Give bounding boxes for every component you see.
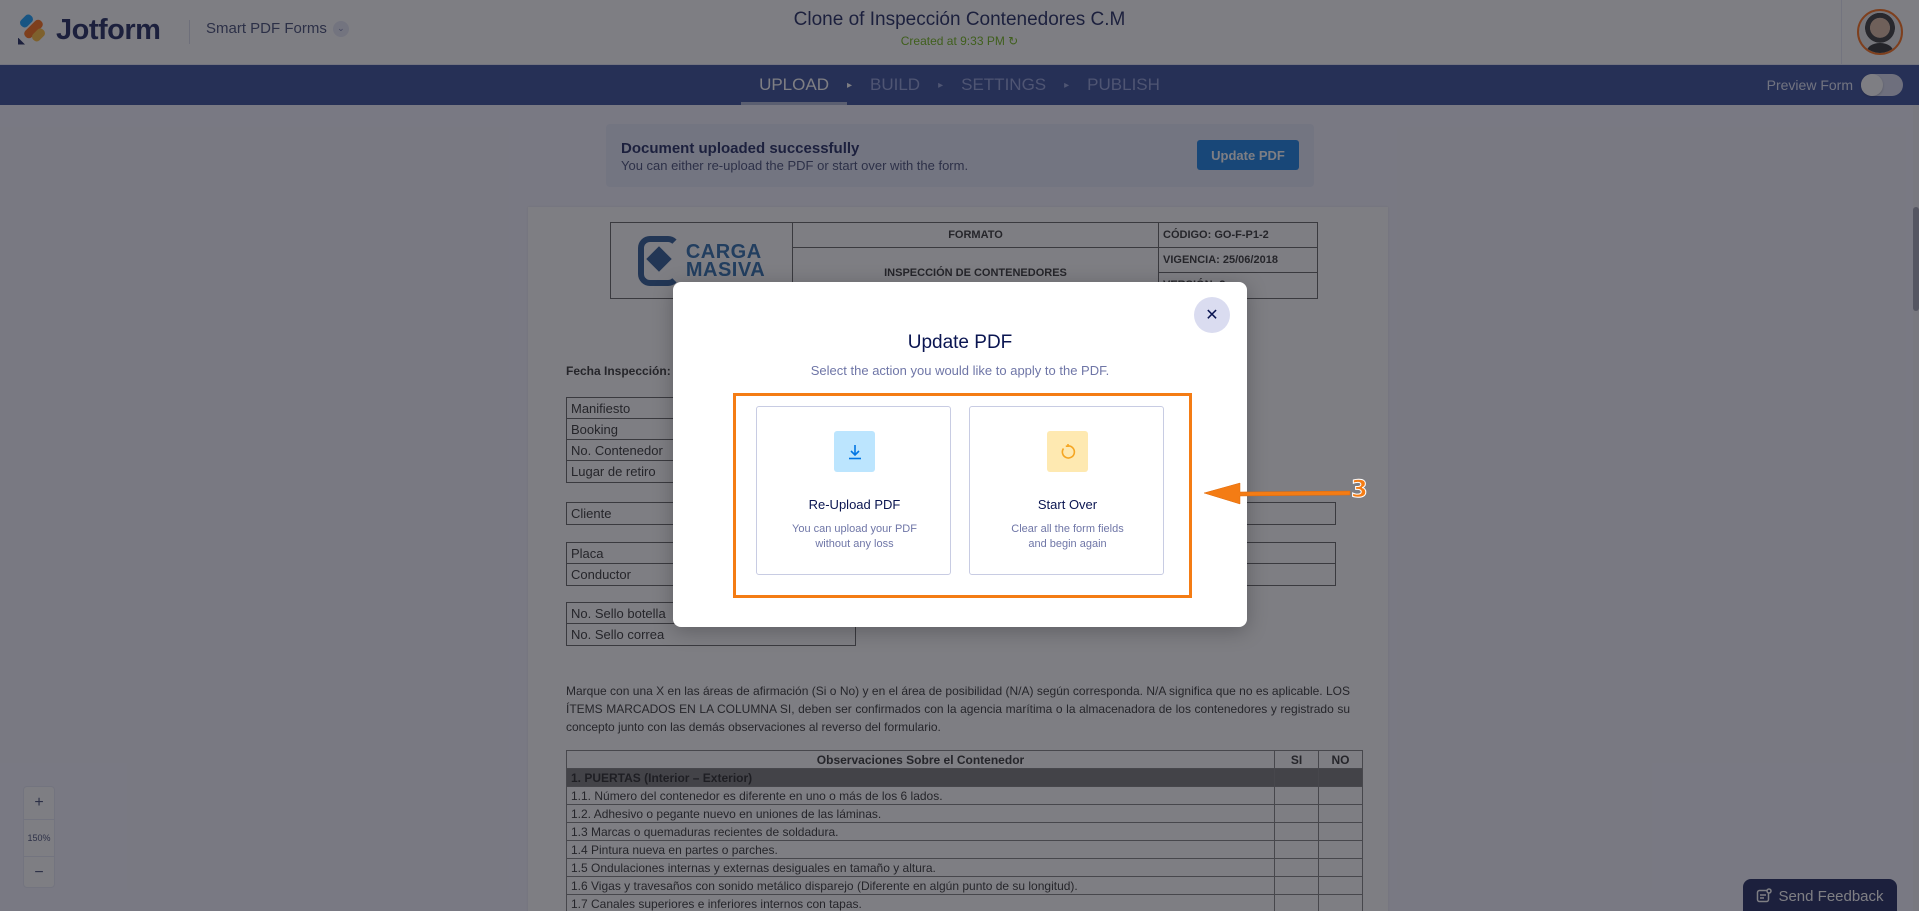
- close-icon: ✕: [1205, 307, 1219, 324]
- reupload-title: Re-Upload PDF: [808, 497, 901, 512]
- modal-subtitle: Select the action you would like to apply to the PDF.: [810, 363, 1110, 378]
- annotation-arrow-icon: [1200, 475, 1375, 511]
- update-pdf-modal: [673, 282, 1247, 627]
- download-icon: [834, 431, 875, 472]
- modal-title: Update PDF: [907, 332, 1013, 353]
- annotation-number: 3: [1351, 475, 1368, 503]
- restart-icon: [1047, 431, 1088, 472]
- reupload-pdf-option[interactable]: [756, 406, 951, 575]
- close-button[interactable]: [1194, 297, 1230, 333]
- reupload-description: You can upload your PDF without any loss: [792, 523, 917, 550]
- start-over-title: Start Over: [1037, 497, 1098, 512]
- start-over-description: Clear all the form fields and begin again: [1011, 523, 1124, 550]
- start-over-option[interactable]: [969, 406, 1164, 575]
